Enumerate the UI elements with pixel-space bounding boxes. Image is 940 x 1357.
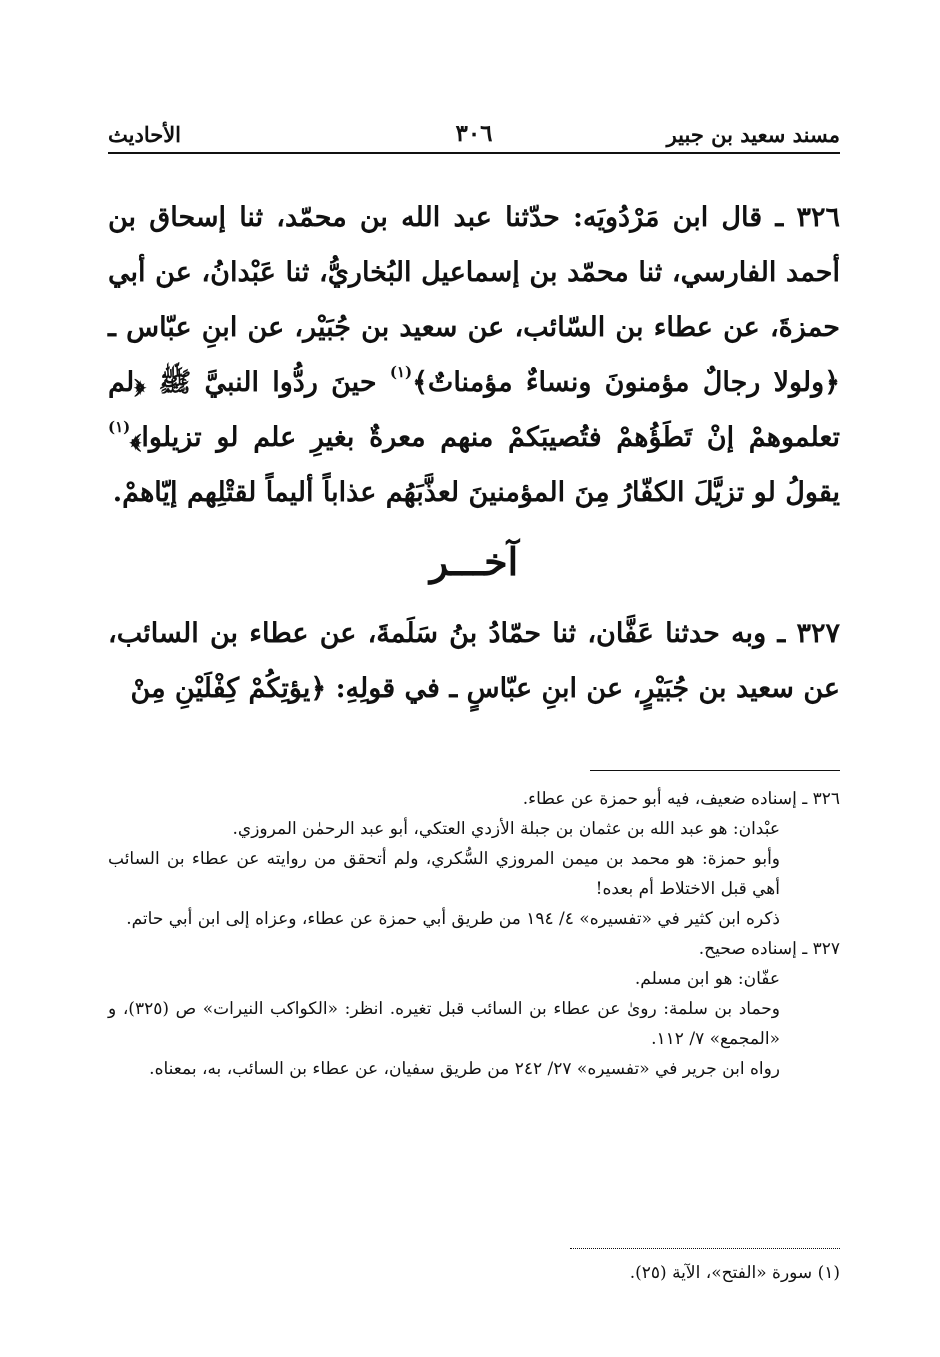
hadith-326 bbox=[108, 190, 840, 520]
footnotes-divider bbox=[590, 770, 840, 771]
quran-footnote bbox=[108, 1258, 840, 1288]
header-section-title: الأحاديث bbox=[108, 122, 182, 147]
quran-verse: ﴿يؤتِكُمْ كِفْلَيْنِ مِنْ bbox=[130, 673, 327, 704]
footnote-line: وأبو حمزة: هو محمد بن ميمن المروزي السُّكري، ولم أتحقق من روايته عن عطاء بن السائب أهي قبل الاختلاط أم بعده! bbox=[108, 849, 780, 899]
quran-footnote-divider bbox=[570, 1248, 840, 1249]
header-divider bbox=[108, 152, 840, 154]
footnote-line: عبْدان: هو عبد الله بن عثمان بن جبلة الأزدي العتكي، أبو عبد الرحمٰن المروزي. bbox=[232, 819, 780, 839]
hadith-326-paragraph bbox=[108, 190, 840, 520]
footnote-327 bbox=[108, 934, 840, 1084]
footnote-line: رواه ابن جرير في «تفسيره» ٢٧/ ٢٤٢ من طريق سفيان، عن عطاء بن السائب، به، بمعناه. bbox=[149, 1059, 780, 1079]
quran-footnote-text: (١) سورة «الفتح»، الآية (٢٥). bbox=[629, 1263, 840, 1283]
footnote-number: ٣٢٦ bbox=[812, 789, 840, 809]
footnote-reference: (١) bbox=[108, 418, 131, 436]
footnote-reference: (١) bbox=[389, 363, 413, 381]
footnotes-block bbox=[108, 784, 840, 1084]
footnote-line: عفّان: هو ابن مسلم. bbox=[634, 969, 780, 989]
header-book-title: مسند سعيد بن جبير bbox=[666, 122, 840, 147]
hadith-text: ـ قال ابن مَرْدُويَه: حدّثنا عبد الله بن محمّد، ثنا إسحاق بن أحمد الفارسي، ثنا محمّد بن إسماعيل البُخاريُّ، ثنا عَبْدانُ، عن أبي حمزةَ، عن عطاء بن السّائب، عن سعيد بن جُبَيْر، عن ابنِ عبّاس ـ bbox=[108, 202, 840, 343]
quran-verse: ﴿لم تعلموهمْ إنْ تَطَؤُهمْ فتُصيبَكمْ منهم معرةٌ بغيرِ علم لو تزيلوا﴾ bbox=[108, 367, 840, 453]
page-header bbox=[108, 118, 840, 152]
quran-verse: ﴿ولولا رجالٌ مؤمنونَ ونساءٌ مؤمناتٌ﴾ bbox=[412, 367, 841, 398]
hadith-text: ـ وبه حدثنا عَفَّان، ثنا حمّادُ بنُ سَلَمةَ، عن عطاء بن السائب، عن سعيد بن جُبَيْرٍ، عن ابنِ عبّاسٍ ـ في قولِهِ: bbox=[108, 618, 840, 704]
footnote-line: ذكره ابن كثير في «تفسيره» ٤/ ١٩٤ من طريق أبي حمزة عن عطاء، وعزاه إلى ابن أبي حاتم. bbox=[126, 909, 780, 929]
footnote-grading: ـ إسناده صحيح. bbox=[698, 939, 808, 959]
footnote-head bbox=[108, 934, 840, 964]
footnote-grading: ـ إسناده ضعيف، فيه أبو حمزة عن عطاء. bbox=[522, 789, 808, 809]
footnote-line: وحماد بن سلمة: روىٰ عن عطاء بن السائب قبل تغيره. انظر: «الكواكب النيرات» ص (٣٢٥)، و «المجمع» ٧/ ١١٢. bbox=[108, 999, 780, 1049]
footnote-number: ٣٢٧ bbox=[812, 939, 840, 959]
hadith-327 bbox=[108, 606, 840, 716]
hadith-text: حينَ ردُّوا النبيَّ ﷺ bbox=[158, 367, 377, 398]
section-heading bbox=[108, 532, 840, 592]
section-heading-text: آخـــر bbox=[429, 539, 519, 584]
page-number: ٣٠٦ bbox=[455, 120, 493, 147]
hadith-327-paragraph bbox=[108, 606, 840, 716]
hadith-number: ٣٢٧ bbox=[796, 618, 840, 649]
footnote-326 bbox=[108, 784, 840, 934]
hadith-text: يقولُ لو تزيَّلَ الكفّارُ مِنَ المؤمنينَ لعذَّبَهُم عذاباً أليماً لقتْلِهم إيّاهمْ. bbox=[112, 477, 840, 508]
hadith-number: ٣٢٦ bbox=[796, 202, 840, 233]
footnote-head bbox=[108, 784, 840, 814]
